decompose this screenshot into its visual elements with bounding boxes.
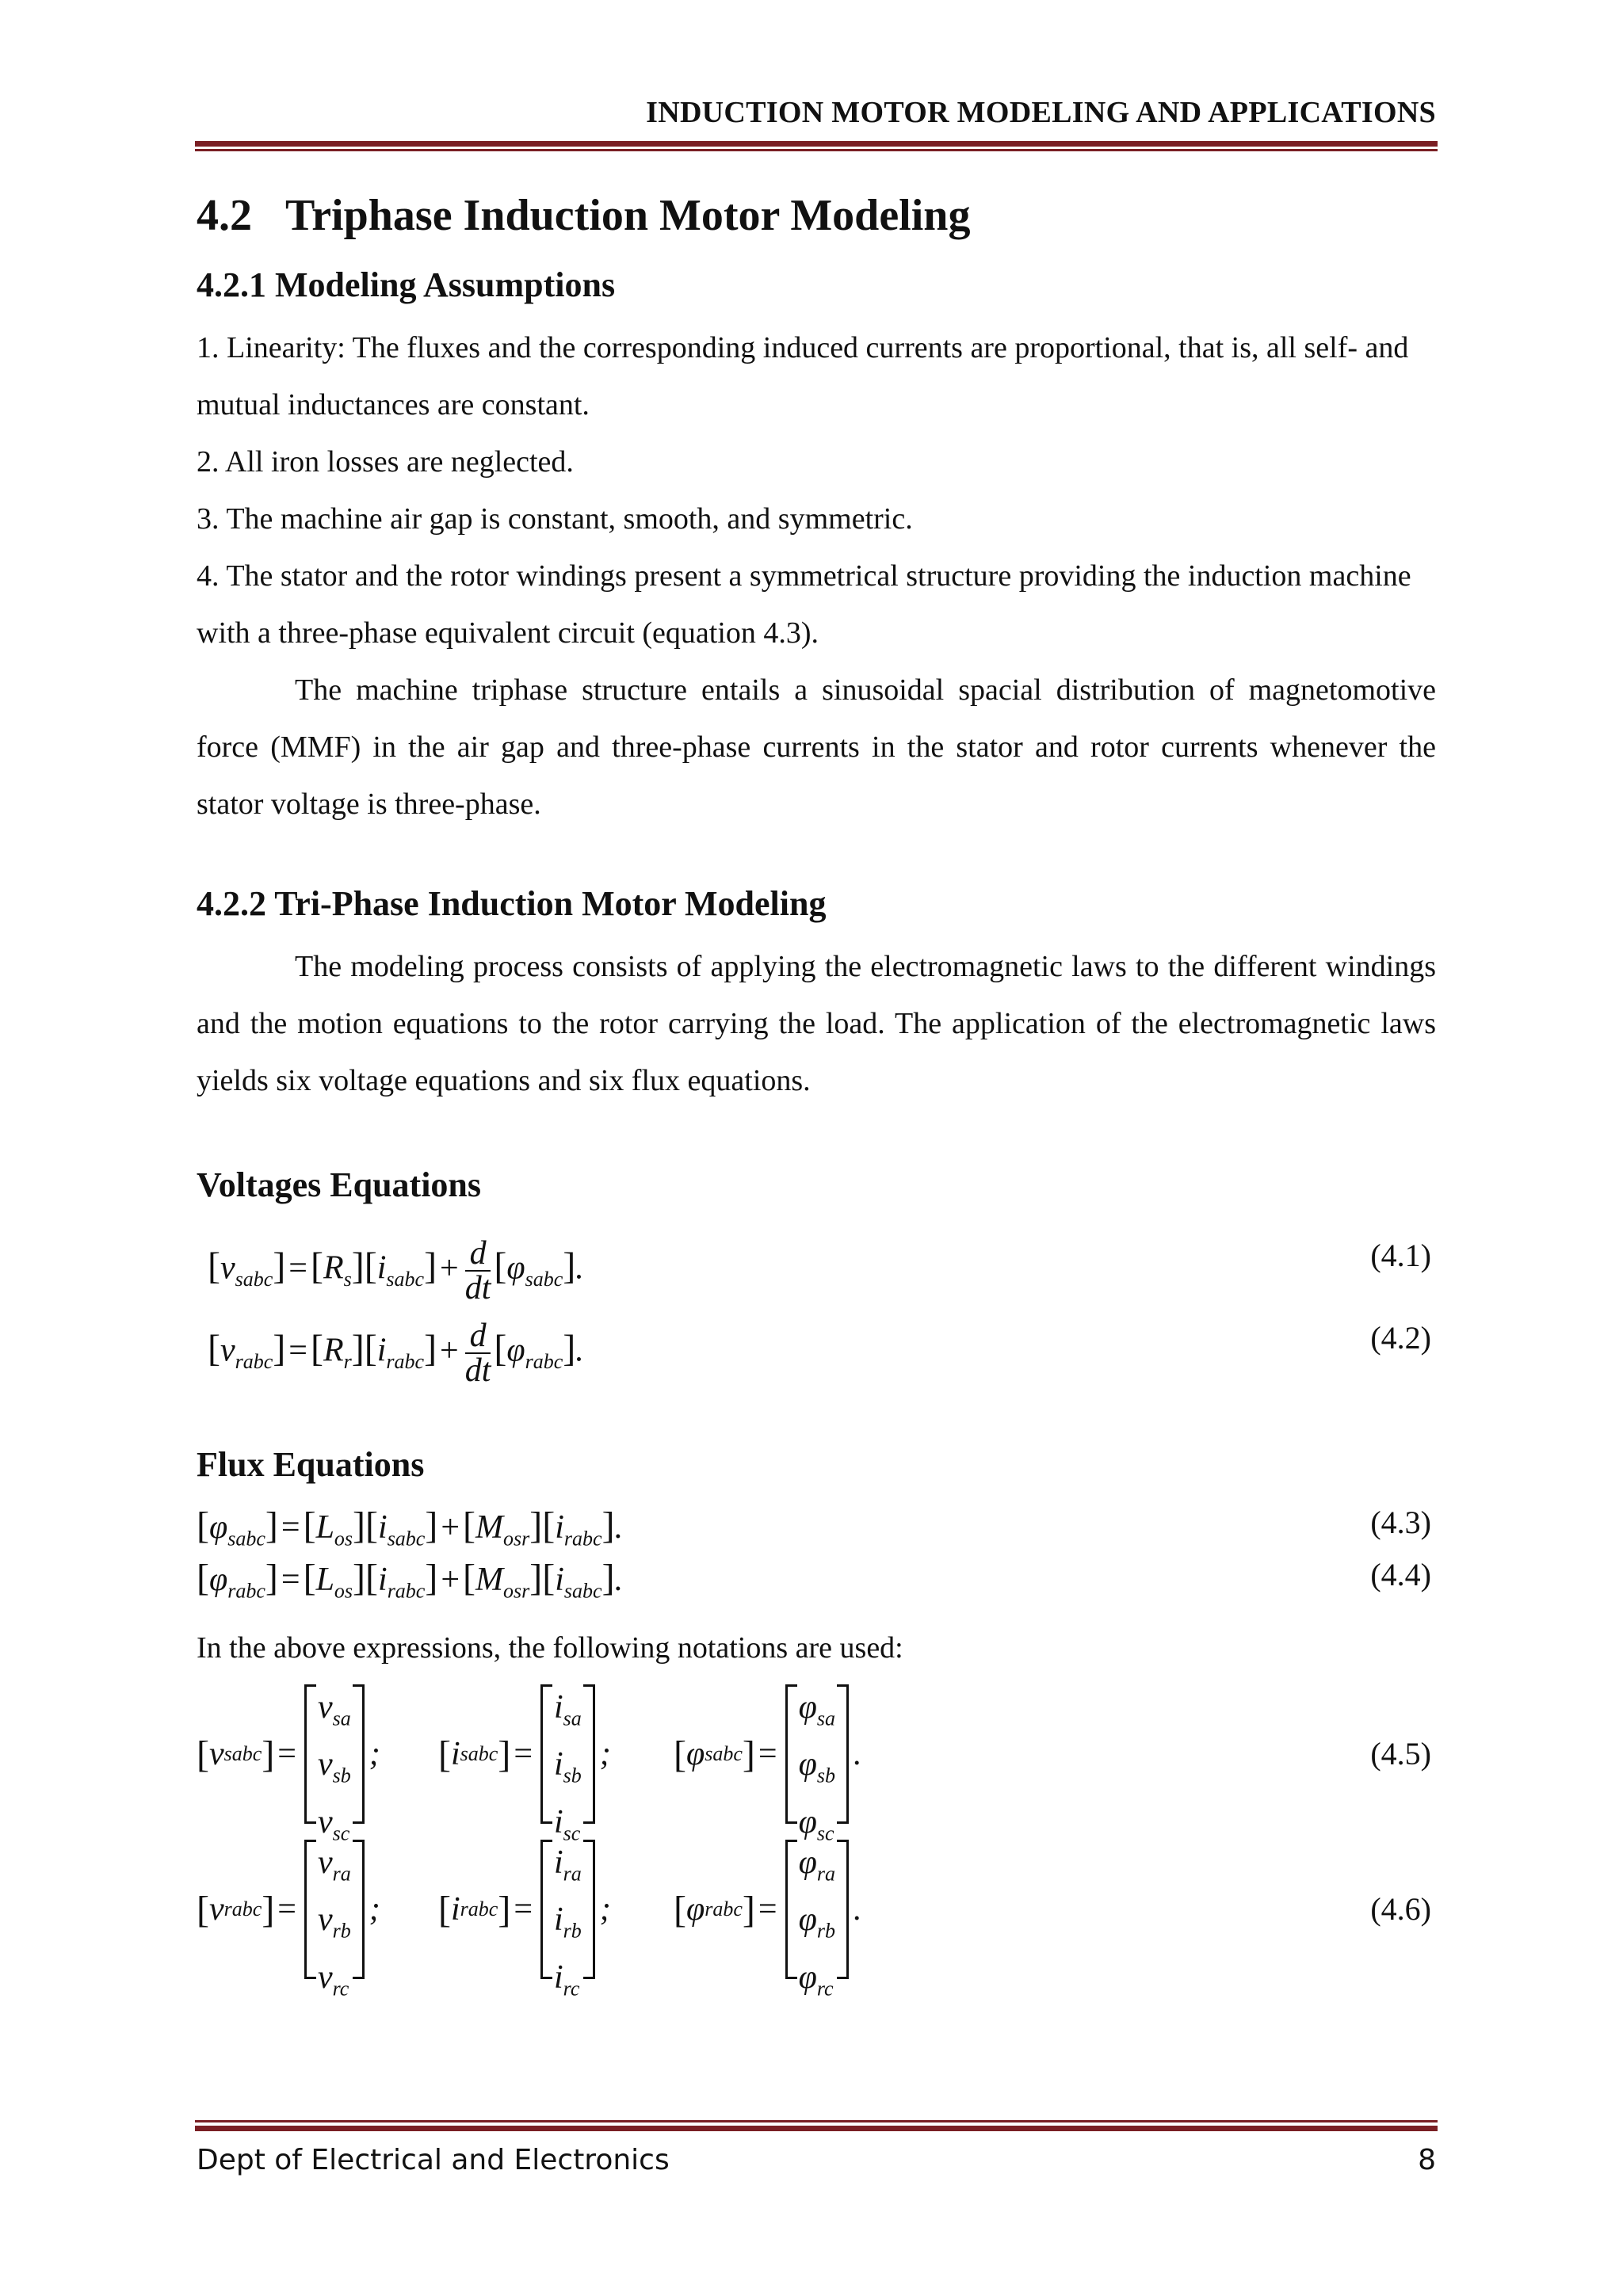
- assumption-item: 1. Linearity: The fluxes and the corresponding induced currents are proportional, that is, all self- and mutual inductances are constant.: [197, 331, 1409, 421]
- equation-number: (4.4): [1370, 1557, 1431, 1592]
- equation-number: (4.5): [1370, 1736, 1431, 1772]
- assumption-item: 2. All iron losses are neglected.: [197, 445, 574, 479]
- header-rule-thick: [195, 141, 1438, 147]
- footer-rule-thin: [195, 2120, 1438, 2122]
- equation-number: (4.6): [1370, 1891, 1431, 1927]
- running-header: INDUCTION MOTOR MODELING AND APPLICATIONS: [646, 96, 1436, 129]
- equation-4-1: $[v_{sabc}]=[R_s][i_{sabc}]+$ $\frac{d}{dt}$ $[\varphi_{sabc}]$. (4.1): [208, 1235, 1431, 1306]
- flux-heading: Flux Equations: [197, 1445, 425, 1484]
- paragraph-modeling: The modeling process consists of applying the electromagnetic laws to the different windings and the motion equations to the rotor carrying the load. The application of the electromagnetic laws yields six voltage equations and six flux equations.: [197, 950, 1436, 1097]
- notation-intro: In the above expressions, the following notations are used:: [197, 1631, 903, 1665]
- section-heading: [197, 190, 1436, 241]
- equation-number: (4.3): [1370, 1505, 1431, 1540]
- section-title: Triphase Induction Motor Modeling: [285, 191, 971, 240]
- subsection-heading-modeling: 4.2.2 Tri-Phase Induction Motor Modeling: [197, 884, 827, 923]
- main-content: [197, 190, 1436, 2000]
- header-rule-thin: [195, 149, 1438, 151]
- equation-4-6: [ v rabc ] = $v_{ra}$ $v_{rb}$ $v_{rc}$ ; [ i rabc ] = $i_{ra}$ $i_{rb}$ $i_{rc}$ ; [ φ rabc ] = $\varphi_{ra}$ $\varphi_{rb}$ $\varphi_{rc}$ . (4.6): [197, 1832, 1436, 1987]
- subsection-heading-assumptions: 4.2.1 Modeling Assumptions: [197, 265, 616, 304]
- assumption-item: 4. The stator and the rotor windings present a symmetrical structure providing the induction machine with a three-phase equivalent circuit (equation 4.3).: [197, 559, 1411, 650]
- footer-rule-thick: [195, 2126, 1438, 2131]
- voltages-heading: Voltages Equations: [197, 1165, 482, 1204]
- assumption-item: 3. The machine air gap is constant, smooth, and symmetric.: [197, 502, 913, 536]
- equation-4-5: [ v sabc ] = $v_{sa}$ $v_{sb}$ $v_{sc}$ ; [ i sabc ] = $i_{sa}$ $i_{sb}$ $i_{sc}$ ; [ φ sabc ] = $\varphi_{sa}$ $\varphi_{sb}$ $\varphi_{sc}$ . (4.5): [197, 1676, 1436, 1832]
- equation-number: (4.1): [1370, 1238, 1431, 1273]
- section-number: 4.2: [197, 191, 252, 240]
- footer-department: Dept of Electrical and Electronics: [197, 2144, 670, 2176]
- paragraph-mmf: The machine triphase structure entails a sinusoidal spacial distribution of magnetomotive force (MMF) in the air gap and three-phase currents in the stator and rotor currents whenever the stator voltage is three-phase.: [197, 673, 1436, 821]
- equation-number: (4.2): [1370, 1320, 1431, 1356]
- equation-4-3: $[\varphi_{sabc}]=[L_{os}][i_{sabc}]+[M_{osr}][i_{rabc}]$. (4.3): [197, 1505, 1431, 1550]
- page-number: 8: [1418, 2144, 1436, 2176]
- equation-4-2: $[v_{rabc}]=[R_r][i_{rabc}]+$ $\frac{d}{dt}$ $[\varphi_{rabc}]$. (4.2): [208, 1318, 1431, 1389]
- equation-4-4: $[\varphi_{rabc}]=[L_{os}][i_{rabc}]+[M_{osr}][i_{sabc}]$. (4.4): [197, 1557, 1431, 1603]
